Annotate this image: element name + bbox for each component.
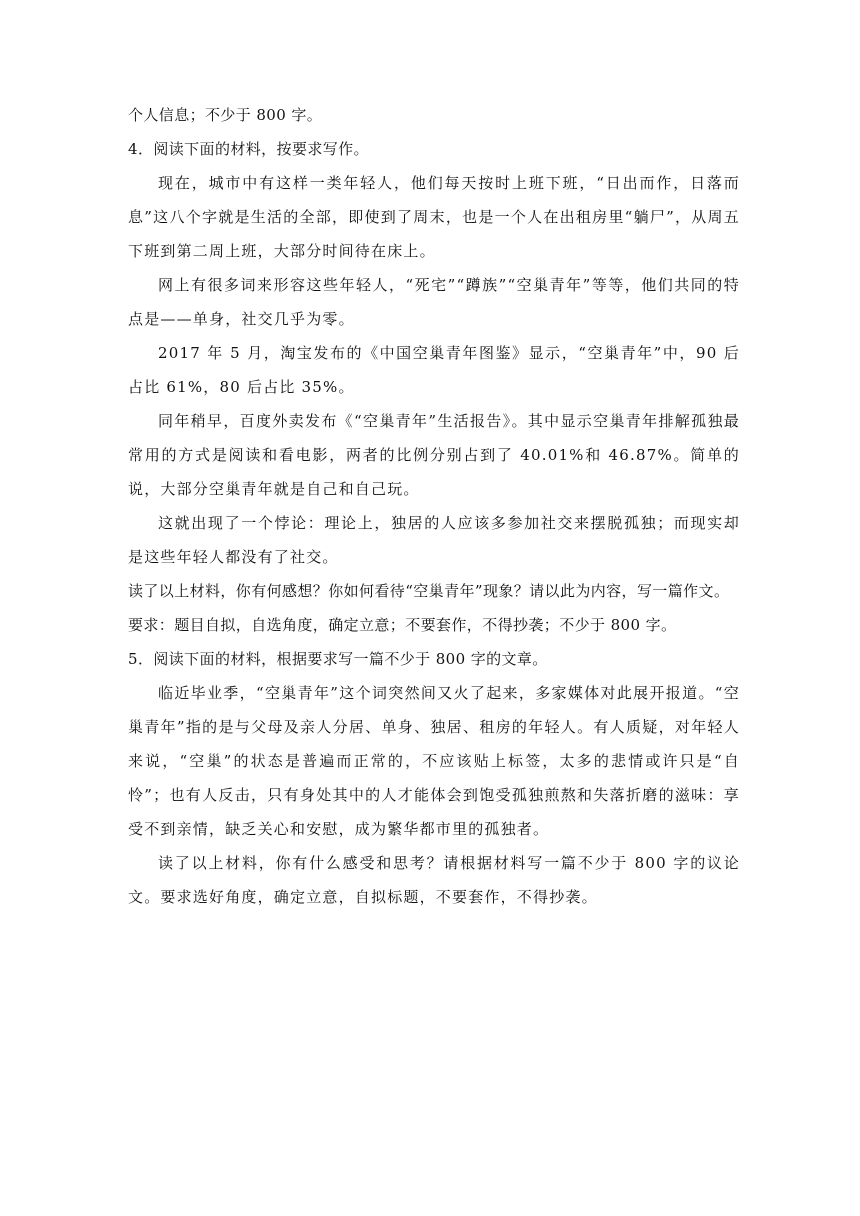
question-4-paragraph-5: 这就出现了一个悖论：理论上，独居的人应该多参加社交来摆脱孤独；而现实却是这些年轻人都没有了社交。 bbox=[128, 514, 740, 566]
question-5-paragraph-1: 临近毕业季，“空巢青年”这个词突然间又火了起来，多家媒体对此展开报道。“空巢青年”指的是与父母及亲人分居、单身、独居、租房的年轻人。有人质疑，对年轻人来说，“空巢”的状态是普遍而正常的，不应该贴上标签，太多的悲情或许只是“自怜”；也有人反击，只有身处其中的人才能体会到饱受孤独煎熬和失落折磨的滋味：享受不到亲情，缺乏关心和安慰，成为繁华都市里的孤独者。 bbox=[128, 684, 740, 838]
question-4-paragraph-3: 2017 年 5 月，淘宝发布的《中国空巢青年图鉴》显示，“空巢青年”中，90 后占比 61%，80 后占比 35%。 bbox=[128, 344, 740, 396]
intro-line: 个人信息；不少于 800 字。 bbox=[128, 106, 323, 124]
question-5-paragraph-2: 读了以上材料，你有什么感受和思考？请根据材料写一篇不少于 800 字的议论文。要求选好角度，确定立意，自拟标题，不要套作，不得抄袭。 bbox=[128, 854, 740, 906]
question-5-heading: 5．阅读下面的材料，根据要求写一篇不少于 800 字的文章。 bbox=[128, 650, 548, 668]
question-4-prompt: 读了以上材料，你有何感想？你如何看待“空巢青年”现象？请以此为内容，写一篇作文。 bbox=[128, 582, 730, 600]
document-body bbox=[128, 98, 740, 914]
question-4-paragraph-2: 网上有很多词来形容这些年轻人，“死宅”“蹲族”“空巢青年”等等，他们共同的特点是——单身，社交几乎为零。 bbox=[128, 276, 740, 328]
question-4-requirement: 要求：题目自拟，自选角度，确定立意；不要套作，不得抄袭；不少于 800 字。 bbox=[128, 616, 677, 634]
question-4-paragraph-4: 同年稍早，百度外卖发布《“空巢青年”生活报告》。其中显示空巢青年排解孤独最常用的方式是阅读和看电影，两者的比例分别占到了 40.01%和 46.87%。简单的说，大部分空巢青年就是自己和自己玩。 bbox=[128, 412, 740, 498]
question-4-paragraph-1: 现在，城市中有这样一类年轻人，他们每天按时上班下班，“日出而作，日落而息”这八个字就是生活的全部，即使到了周末，也是一个人在出租房里“躺尸”，从周五下班到第二周上班，大部分时间待在床上。 bbox=[128, 174, 740, 260]
question-4-heading: 4．阅读下面的材料，按要求写作。 bbox=[128, 140, 369, 158]
